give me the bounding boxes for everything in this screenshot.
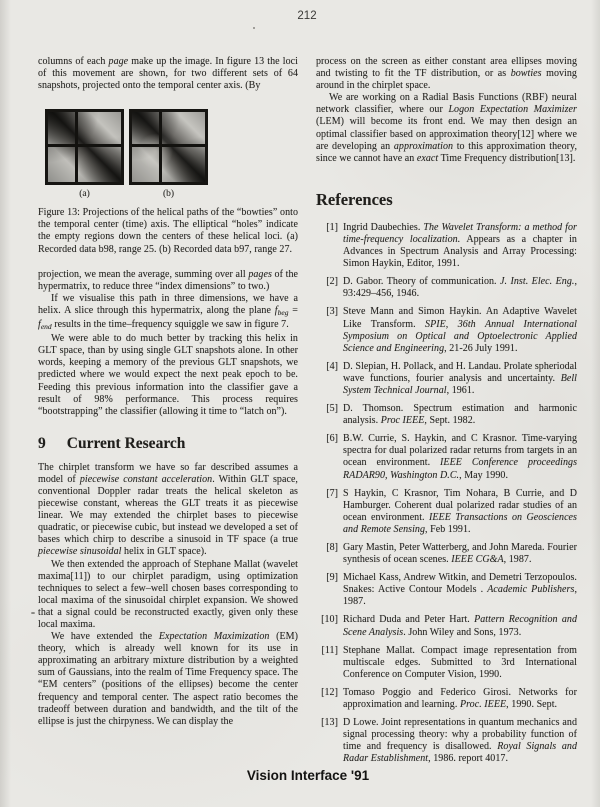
figure-13-panel-a [45,109,124,199]
reference-text: D. Thomson. Spectrum estimation and harmonic analysis. Proc IEEE, Sept. 1982. [343,403,577,427]
grid-line-vertical [159,112,162,182]
scan-artifact [253,27,255,29]
section-heading-current-research [38,435,298,453]
reference-label: [3] [326,306,338,318]
reference-label: [13] [321,717,338,729]
references-list [316,222,577,766]
reference-label: [4] [326,360,338,372]
reference-text: Tomaso Poggio and Federico Girosi. Networks for approximation and learning. Proc. IEEE, 1990. Sept. [343,686,577,711]
reference-item [316,306,577,354]
reference-text: D Lowe. Joint representations in quantum mechanics and signal processing theory: why a probability function of time and frequency is disallowed. Royal Signals and Radar Establishment, 1986. report 4017. [343,717,577,765]
figure-13-label-b: (b) [162,189,175,200]
reference-text: D. Slepian, H. Pollack, and H. Landau. Prolate spheriodal wave functions, fourier analysis and uncertainty. Bell System Technical Journal, 1961. [343,360,577,396]
grid-line-horizontal [48,144,121,147]
reference-label: [7] [326,487,338,499]
section-title: Current Research [66,434,186,452]
reference-label: [5] [326,403,338,415]
reference-item [316,403,577,427]
body-paragraph: We have extended the Expectation Maximization (EM) theory, which is already well known for its use in approximating an arbitrary mixture distribution by a weighted sum of Gaussians, into the realm of Time Frequency space. The “EM centers” (positions of the ellipses) become the center frequency and temporal center. The aspect ratio becomes the tradeoff between duration and bandwidth, and the tilt of the ellipse is just the chirpyness. We can display the [38,631,298,727]
reference-item [316,572,577,608]
reference-label: [1] [326,221,338,233]
figure-13-image-b [129,109,208,185]
page-number: 212 [297,10,317,22]
reference-text: S Haykin, C Krasnor, Tim Nohara, B Currie, and D Hamburger. Coherent dual polarized radar studies of an ocean environment. IEEE Transactions on Geosciences and Remote Sensing, Feb 1991. [343,487,577,535]
reference-text: Michael Kass, Andrew Witkin, and Demetri Terzopoulos. Snakes: Active Contour Models . Academic Publishers, 1987. [343,572,577,608]
body-paragraph: columns of each page make up the image. In figure 13 the loci of this movement are shown, for two different sets of 64 snapshots, projected onto the temporal center axis. (By [38,56,298,92]
reference-text: Richard Duda and Peter Hart. Pattern Recognition and Scene Analysis. John Wiley and Sons, 1973. [343,614,577,638]
body-paragraph: projection, we mean the average, summing over all pages of the hypermatrix, to reduce three “index dimensions” to two.) [38,268,298,292]
figure-13-image-a [45,109,124,185]
reference-label: [2] [326,276,338,288]
reference-label: [11] [321,644,338,656]
reference-item [316,687,577,711]
reference-text: Stephane Mallat. Compact image representation from multiscale edges. Submitted to 3rd International Conference on Computer Vision, 1990. [343,644,577,680]
reference-item [316,614,577,638]
reference-label: [10] [321,614,338,626]
reference-label: [6] [326,433,338,445]
body-paragraph: We were able to do much better by tracking this helix in GLT space, than by using single GLT snapshots alone. In other words, keeping a memory of the previous GLT snapshots, we predicted where we would expect the next peak epoch to be. Feeding this previous information into the classifier gave a result of 98% performance. This process requires “bootstrapping” the classifier (allowing it time to “latch on”). [38,333,298,417]
body-paragraph: We then extended the approach of Stephane Mallat (wavelet maxima[11]) to our chirplet paradigm, using optimization techniques to select a few–well chosen bases corresponding to local maxima of the sinusoidal chirplet expansion. We showed that a signal could be reconstructed exactly, given only these local maxima. [38,558,298,630]
scan-artifact [31,612,35,614]
figure-13-panel-b [129,109,208,199]
reference-item [316,276,577,300]
reference-label: [8] [326,542,338,553]
references-heading: References [316,189,393,209]
figure-13-caption: Figure 13: Projections of the helical paths of the “bowties” onto the temporal center (time) axis. The elliptical “holes” indicate the empty regions down the centers of these helical loci. (a) Recorded data b98, range 25. (b) Recorded data b97, range 27. [38,207,298,255]
reference-text: B.W. Currie, S. Haykin, and C Krasnor. Time-varying spectra for dual polarized radar returns from targets in an ocean environment. IEEE Conference proceedings RADAR90, Washington D.C., May 1990. [343,433,578,481]
section-number: 9 [38,434,46,452]
reference-item [316,488,577,536]
reference-label: [9] [326,572,338,584]
grid-line-horizontal [132,144,205,147]
figure-13-panels [45,109,298,199]
reference-item [316,645,577,681]
figure-13 [38,109,298,255]
body-paragraph: process on the screen as either constant area ellipses moving and twisting to fit the TF distribution, or as bowties moving around in the chirplet space. [316,56,577,92]
grid-line-vertical [75,112,78,182]
right-column [316,56,577,772]
reference-item [316,361,577,397]
reference-text: Steve Mann and Simon Haykin. An Adaptive Wavelet Like Transform. SPIE, 36th Annual International Symposium on Optical and Optoelectronic Applied Science and Engineering, 21-26 July 1991. [343,306,577,354]
reference-text: D. Gabor. Theory of communication. J. Inst. Elec. Eng., 93:429–456, 1946. [343,276,577,300]
reference-text: Ingrid Daubechies. The Wavelet Transform: a method for time-frequency localization. Appears as a chapter in Advances in Spectrum Analysis and Array Processing: Simon Haykin, Editor, 1991. [343,221,577,270]
body-paragraph: The chirplet transform we have so far described assumes a model of piecewise constant acceleration. Within GLT space, conventional Doppler radar treats the helical skeleton as piecewise constant, whereas the GLT treats it as piecewise linear. We may extended the chirplet bases to piecewise quadratic, or piecewise cubic, but instead we developed a set of bases which chirp to describe a sinusoid in TF space (a true piecewise sinusoidal helix in GLT space). [38,461,298,558]
body-paragraph: We are working on a Radial Basis Functions (RBF) neural network classifier, where our Logon Expectation Maximizer (LEM) will become its front end. We may then design an optimal classifier based on approximation theory[12] where we are developing an approximation to this approximation theory, since we cannot have an exact Time Frequency distribution[13]. [316,92,577,164]
reference-text: Gary Mastin, Peter Watterberg, and John Mareda. Fourier synthesis of ocean scenes. IEEE CG&A, 1987. [343,542,577,566]
left-column [38,56,298,728]
reference-label: [12] [321,686,338,698]
reference-item [316,542,577,566]
reference-item [316,433,577,481]
footer-conference-title: Vision Interface '91 [246,768,370,783]
body-paragraph: If we visualise this path in three dimensions, we have a helix. A slice through this hypermatrix, along the plane $f_{beg} = f_{end}$ results in the time–frequency squiggle we saw in figure 7. [38,292,298,332]
reference-item [316,222,577,270]
figure-13-label-a: (a) [79,189,90,200]
reference-item [316,717,577,765]
